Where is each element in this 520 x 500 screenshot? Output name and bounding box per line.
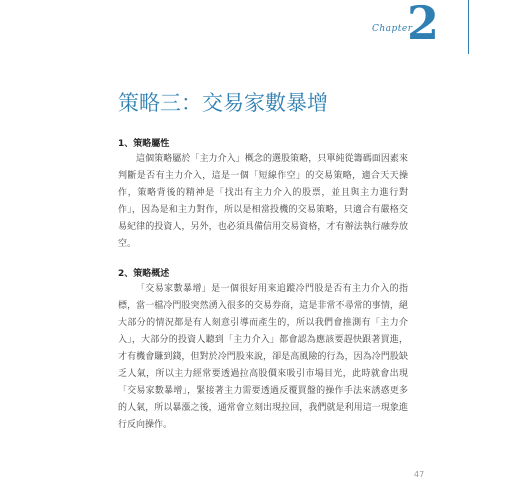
section-body-strategy-overview: 「交易家數暴增」是一個很好用來追蹤冷門股是否有主力介入的指標，當一檔冷門股突然湧入很多的交易券商，這是非常不尋常的事情，絕大部分的情況都是有人刻意引導而產生的，所以我們會推測有「主力介入」，大部分的投資人聽到「主力介入」都會認為應該要趕快跟著買進，才有機會賺到錢，但對於冷門股來說，卻是高風險的行為，因為冷門股缺乏人氣，所以主力經常要透過拉高股價來吸引市場目光，此時就會出現「交易家數暴增」，緊接著主力需要透過反覆買盤的操作手法來誘惑更多的人氣，所以暴漲之後，通常會立刻出現拉回，我們就是利用這一現象進行反向操作。 [118, 284, 408, 430]
chapter-divider [468, 0, 469, 54]
chapter-number: 2 [407, 0, 440, 50]
section-heading-strategy-attribute: 1、策略屬性 [118, 139, 170, 149]
section-body-strategy-attribute: 這個策略屬於「主力介入」概念的選股策略，只單純從籌碼面因素來判斷是否有主力介入，這是一個「短線作空」的交易策略，適合天天操作，策略背後的精神是「找出有主力介入的股票，並且與主力進行對作」，因為是和主力對作，所以是相當投機的交易策略，只適合有嚴格交易紀律的投資人，另外，也必須具備信用交易資格，才有辦法執行融券放空。 [118, 154, 408, 249]
section-heading-strategy-overview: 2、策略概述 [118, 269, 170, 279]
page-number: 47 [414, 470, 425, 479]
page-title: 策略三：交易家數暴增 [118, 91, 328, 115]
chapter-label: Chapter [372, 24, 413, 34]
